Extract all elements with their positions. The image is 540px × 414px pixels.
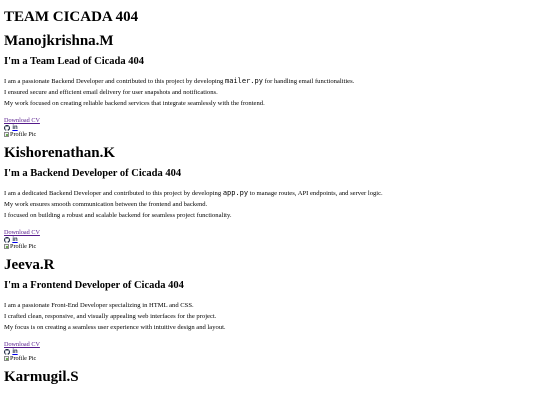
- social-links: [4, 348, 536, 355]
- page: [0, 9, 540, 386]
- member-bio: [4, 76, 536, 109]
- bio-line: My work focused on creating reliable backend services that integrate seamlessly with the frontend.: [4, 100, 265, 107]
- download-cv-link[interactable]: Download CV: [4, 117, 40, 124]
- linkedin-icon[interactable]: [12, 349, 18, 355]
- linkedin-glyph: in: [12, 236, 18, 243]
- profile-pic-alt: Profile Pic: [10, 243, 37, 250]
- github-icon[interactable]: [4, 237, 10, 243]
- page-title: TEAM CICADA 404: [4, 9, 139, 25]
- bio-line: I am a passionate Front-End Developer specializing in HTML and CSS.: [4, 302, 194, 309]
- bio-line: My work ensures smooth communication between the frontend and backend.: [4, 201, 208, 208]
- code-filename: app.py: [222, 189, 249, 197]
- linkedin-glyph: in: [12, 124, 18, 131]
- member-name: Manojkrishna.M: [4, 33, 114, 49]
- linkedin-icon[interactable]: [12, 125, 18, 131]
- member-name: Kishorenathan.K: [4, 145, 115, 161]
- bio-line: [4, 76, 536, 87]
- profile-pic: [4, 243, 536, 250]
- member-role: I'm a Backend Developer of Cicada 404: [4, 168, 182, 179]
- github-icon[interactable]: [4, 349, 10, 355]
- bio-text: I am a dedicated Backend Developer and contributed to this project by developing: [4, 190, 223, 197]
- code-filename: mailer.py: [225, 77, 263, 85]
- bio-line: I focused on building a robust and scalable backend for seamless project functionality.: [4, 212, 232, 219]
- member-bio: [4, 300, 536, 333]
- profile-pic: [4, 355, 536, 362]
- member-card: [4, 369, 536, 386]
- member-card: [4, 33, 536, 138]
- bio-line: I crafted clean, responsive, and visually appealing web interfaces for the project.: [4, 313, 217, 320]
- member-bio: [4, 188, 536, 221]
- social-links: [4, 236, 536, 243]
- member-card: [4, 145, 536, 250]
- download-cv-link[interactable]: Download CV: [4, 341, 40, 348]
- profile-pic: [4, 131, 536, 138]
- broken-image-icon: [4, 244, 9, 249]
- social-links: [4, 124, 536, 131]
- bio-line: I ensured secure and efficient email delivery for user snapshots and notifications.: [4, 89, 218, 96]
- linkedin-glyph: in: [12, 348, 18, 355]
- bio-line: [4, 188, 536, 199]
- bio-text: to manage routes, API endpoints, and server logic.: [248, 190, 383, 197]
- profile-pic-alt: Profile Pic: [10, 131, 37, 138]
- linkedin-icon[interactable]: [12, 237, 18, 243]
- profile-pic-alt: Profile Pic: [10, 355, 37, 362]
- member-card: [4, 257, 536, 362]
- member-role: I'm a Team Lead of Cicada 404: [4, 56, 145, 67]
- github-icon[interactable]: [4, 125, 10, 131]
- bio-text: I am a passionate Backend Developer and contributed to this project by developing: [4, 78, 226, 85]
- broken-image-icon: [4, 356, 9, 361]
- broken-image-icon: [4, 132, 9, 137]
- member-role: I'm a Frontend Developer of Cicada 404: [4, 280, 184, 291]
- bio-text: for handling email functionalities.: [262, 78, 355, 85]
- bio-line: My focus is on creating a seamless user experience with intuitive design and layout.: [4, 324, 226, 331]
- download-cv-link[interactable]: Download CV: [4, 229, 40, 236]
- member-name: Karmugil.S: [4, 369, 79, 385]
- member-name: Jeeva.R: [4, 257, 55, 273]
